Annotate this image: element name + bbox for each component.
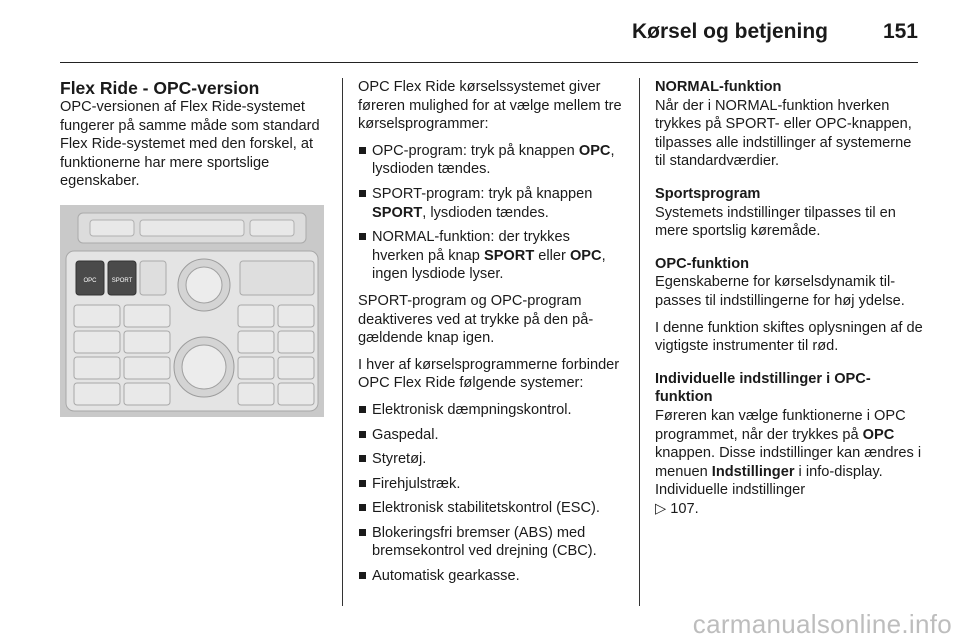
list-item: Elektronisk stabilitetskontrol (ESC). [358, 499, 624, 518]
systems-list [358, 401, 624, 586]
item-text: NORMAL-funktion: der trykkes hverken på knap [372, 229, 570, 264]
list-item [358, 185, 624, 222]
item-text: OPC-program: tryk på knappen [372, 142, 579, 159]
item-text: , ingen lysdiode lyser. [372, 247, 606, 283]
control-panel-figure [60, 205, 324, 417]
list-item [358, 228, 624, 284]
deactivate-paragraph: SPORT-program og OPC-program deaktiveres ved at trykke på den pågældende knap igen. [358, 292, 594, 347]
opc-button-label: OPC [83, 277, 97, 284]
header-title: Kørsel og betjening [631, 20, 828, 43]
column-divider [639, 78, 640, 606]
list-item: Gaspedal. [358, 426, 624, 445]
program-list [358, 142, 624, 284]
normal-section [655, 78, 923, 171]
item-bold: SPORT [372, 204, 423, 221]
list-item: Elektronisk dæmpningskontrol. [358, 401, 624, 420]
subheading: NORMAL-funktion [655, 79, 782, 95]
column-divider [342, 78, 343, 606]
watermark: carmanualsonline.info [692, 609, 952, 639]
section-title: Flex Ride - OPC-version [60, 78, 260, 98]
list-item: Styretøj. [358, 450, 624, 469]
intro-paragraph: OPC Flex Ride kørselssystemet giver føreren mulighed for at vælge mellem tre kørselsprogrammer: [358, 79, 622, 133]
subheading: Individuelle indstillinger i OPC-funktion [655, 370, 871, 406]
text-run: i info-display. Individuelle indstillinger [655, 463, 883, 499]
item-text: , lysdioden tændes. [422, 204, 549, 221]
control-panel-illustration [60, 205, 324, 417]
opc-section [655, 255, 923, 356]
column-2 [358, 78, 624, 594]
systems-intro: I hver af kørselsprogrammerne forbinder OPC Flex Ride følgende systemer: [358, 356, 620, 392]
text-run: knappen. Disse indstillinger kan ændres i menuen [655, 445, 922, 480]
paragraph: Systemets indstillinger tilpasses til en mere sportslig køremåde. [655, 204, 896, 240]
list-item: Firehjulstræk. [358, 475, 624, 494]
item-text: SPORT-program: tryk på knappen [372, 185, 593, 202]
subheading: Sportsprogram [655, 185, 761, 202]
page-header [60, 0, 918, 63]
individual-section [655, 370, 923, 519]
page-reference-icon: ▷ [655, 500, 671, 517]
item-text: , lysdioden tændes. [372, 142, 615, 178]
item-bold: OPC [578, 142, 611, 159]
page-reference[interactable]: 107. [670, 500, 699, 517]
item-bold: OPC [569, 247, 602, 264]
item-text: eller [534, 247, 570, 264]
paragraph: Egenskaberne for kørselsdynamik tilpasses til indstillingerne for høj ydelse. [655, 274, 905, 309]
list-item: Blokeringsfri bremser (ABS) med bremsekontrol ved drejning (CBC). [358, 524, 624, 561]
intro-paragraph: OPC-versionen af Flex Ride-systemet fungerer på samme måde som standard Flex Ride-systemet med den forskel, at funktionerne har mere sportslige egenskaber. [60, 99, 320, 190]
text-bold: Indstillinger [711, 463, 795, 480]
sport-section [655, 185, 923, 241]
paragraph: Når der i NORMAL-funktion hverken trykkes på SPORT- eller OPC-knappen, tilpasses alle indstillinger af systemerne til standardværdier. [655, 97, 912, 170]
text-bold: OPC [862, 426, 895, 443]
subheading: OPC-funktion [655, 255, 750, 272]
column-1 [60, 78, 328, 417]
page-number: 151 [882, 20, 918, 43]
text-run: Føreren kan vælge funktionerne i OPC programmet, når der trykkes på [655, 407, 906, 443]
list-item [358, 142, 624, 179]
paragraph: I denne funktion skiftes oplysningen af de vigtigste instrumenter til rød. [655, 319, 923, 355]
paragraph [655, 407, 923, 519]
sport-button-label: SPORT [111, 277, 133, 284]
list-item: Automatisk gearkasse. [358, 567, 624, 586]
column-3 [655, 78, 923, 532]
item-bold: SPORT [483, 247, 535, 264]
